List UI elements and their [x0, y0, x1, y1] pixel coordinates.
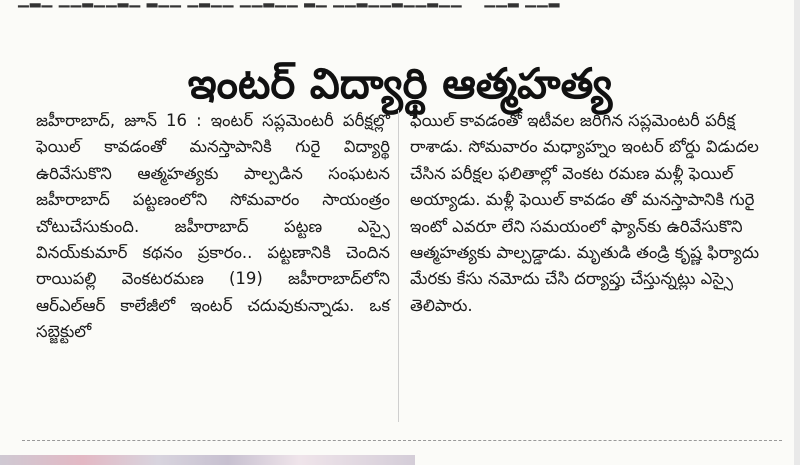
story-separator-rule [22, 440, 782, 441]
cut-off-text-line: ▁▂▁ ▁▁▂▁▁▂▁ ▂▁▁ ▁▂▁▁ ▁▁▂▁▁ ▂▁ ▁▁▂▁▁▂▁▁▂▁▁ ▁▁▂ ▁▁▂ [18, 0, 561, 8]
column-divider [398, 110, 399, 422]
article-headline: ఇంటర్ విద్యార్థి ఆత్మహత్య [187, 59, 613, 109]
article-column-left [36, 108, 390, 346]
column-right-text: ఫెయిల్ కావడంతో ఇటీవల జరిగిన సప్లమెంటరీ పరీక్ష రాశాడు. సోమవారం మధ్యాహ్నం ఇంటర్ బోర్డు విడుదల చేసిన పరీక్షల ఫలితాల్లో వెంకట రమణ మళ్లీ ఫెయిల్ అయ్యాడు. మళ్లీ ఫెయిల్ కావడం తో మనస్తాపానికి గురై ఇంటో ఎవరూ లేని సమయంలో ఫ్యాన్‌కు ఉరివేసుకొని ఆత్మహత్యకు పాల్పడ్డాడు. మృతుడి తండ్రి కృష్ణ ఫిర్యాదు మేరకు కేసు నమోదు చేసి దర్యాప్తు చేస్తున్నట్లు ఎస్సై తెలిపారు. [410, 111, 760, 315]
previous-article-cut-edge [0, 0, 800, 14]
page-right-edge [794, 0, 800, 465]
article-column-right [410, 108, 760, 319]
column-left-text: జహీరాబాద్, జూన్ 16 : ఇంటర్ సప్లమెంటరీ పరీక్షల్లో ఫెయిల్ కావడంతో మనస్తాపానికి గురై విద్యార్థి ఉరివేసుకొని ఆత్మహత్యకు పాల్పడిన సంఘటన జహీరాబాద్ పట్టణంలోని సోమవారం సాయంత్రం చోటుచేసుకుంది. జహీరాబాద్ పట్టణ ఎస్సై వినయ్‌కుమార్ కథనం ప్రకారం.. పట్టణానికి చెందిన రాయిపల్లి వెంకటరమణ (19) జహీరాబాద్‌లోని ఆర్ఎల్ఆర్ కాలేజీలో ఇంటర్ చదువుకున్నాడు. ఒక సబ్జెక్టులో [36, 111, 390, 342]
next-article-image-strip [0, 455, 415, 465]
